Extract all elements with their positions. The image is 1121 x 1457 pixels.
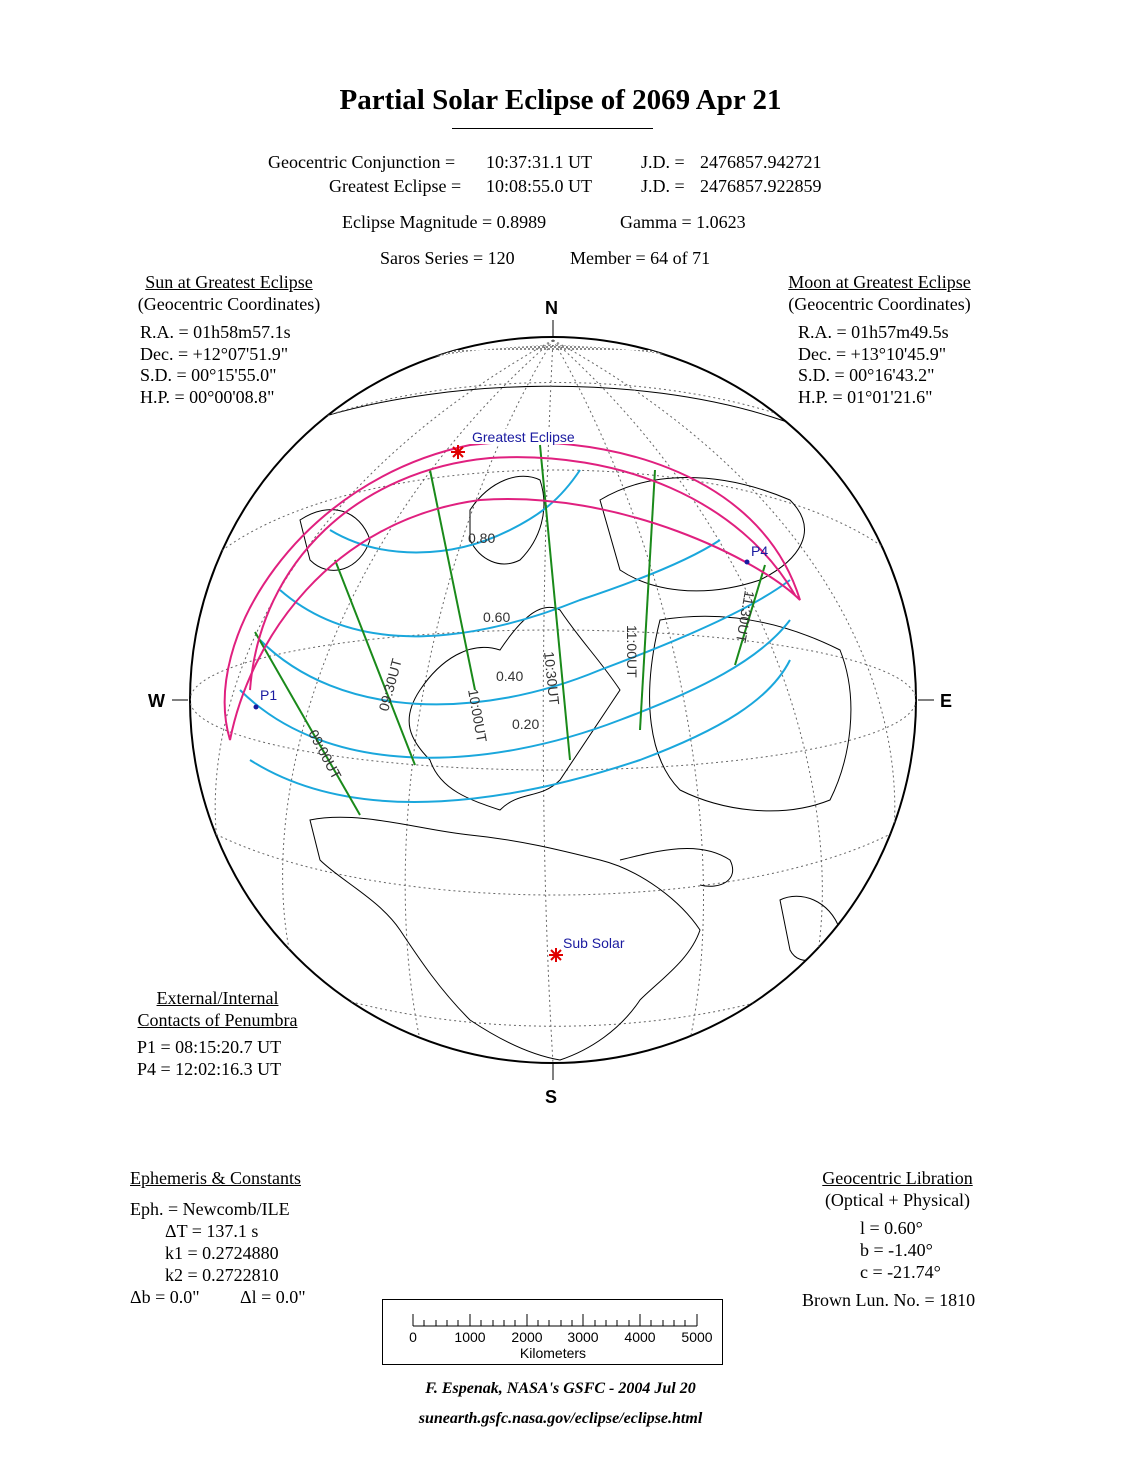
eclipse-magnitude: Eclipse Magnitude = 0.8989 [342, 212, 547, 232]
mag-label-080: 0.80 [468, 530, 496, 546]
sun-dec: Dec. = +12°07'51.9" [140, 343, 289, 364]
ephemeris-dl: Δl = 0.0" [240, 1287, 306, 1307]
scale-tick-2000: 2000 [511, 1329, 543, 1345]
p4-label: P4 [751, 543, 769, 559]
moon-hp: H.P. = 01°01'21.6" [798, 386, 933, 407]
ephemeris-k2: k2 = 0.2722810 [165, 1265, 279, 1285]
ephemeris-eph: Eph. = Newcomb/ILE [130, 1199, 290, 1219]
libration-title: Geocentric Libration [822, 1168, 973, 1188]
p1-label: P1 [260, 687, 278, 703]
sub-solar-marker [549, 948, 563, 962]
sun-hp: H.P. = 00°00'08.8" [140, 386, 275, 407]
p1-marker [254, 705, 259, 710]
scale-unit: Kilometers [519, 1345, 587, 1361]
moon-title: Moon at Greatest Eclipse [788, 272, 971, 292]
conjunction-time: 10:37:31.1 UT [486, 152, 592, 172]
time-label-0930: 09:30UT [375, 656, 405, 713]
conjunction-label: Geocentric Conjunction = [268, 152, 456, 172]
source-url: sunearth.gsfc.nasa.gov/eclipse/eclipse.html [418, 1410, 703, 1427]
ephemeris-db: Δb = 0.0" [130, 1287, 200, 1307]
greatest-eclipse-time: 10:08:55.0 UT [486, 176, 592, 196]
contact-p1: P1 = 08:15:20.7 UT [137, 1037, 282, 1057]
saros-series: Saros Series = 120 [380, 248, 515, 268]
greatest-eclipse-jd-label: J.D. = [641, 176, 685, 196]
scale-bar-labels [409, 1329, 713, 1361]
ephemeris-title: Ephemeris & Constants [130, 1168, 301, 1188]
time-label-0900: 09:00UT [305, 726, 345, 782]
greatest-eclipse-marker [451, 445, 465, 459]
moon-subtitle: (Geocentric Coordinates) [788, 293, 971, 314]
mag-label-020: 0.20 [512, 716, 540, 732]
sun-ra: R.A. = 01h58m57.1s [140, 322, 291, 342]
libration-b: b = -1.40° [860, 1240, 933, 1260]
sun-title: Sun at Greatest Eclipse [145, 272, 313, 292]
conjunction-jd-label: J.D. = [641, 152, 685, 172]
libration-c: c = -21.74° [860, 1262, 941, 1282]
moon-sd: S.D. = 00°16'43.2" [798, 365, 935, 385]
greatest-eclipse-jd: 2476857.922859 [700, 176, 822, 196]
p4-marker [745, 560, 750, 565]
credit: F. Espenak, NASA's GSFC - 2004 Jul 20 [425, 1380, 696, 1397]
sun-sd: S.D. = 00°15'55.0" [140, 365, 277, 385]
page-title: Partial Solar Eclipse of 2069 Apr 21 [339, 84, 782, 116]
sub-solar-label: Sub Solar [563, 935, 625, 951]
greatest-eclipse-label: Greatest Eclipse [472, 429, 575, 445]
conjunction-jd: 2476857.942721 [700, 152, 822, 172]
time-label-1030: 10:30UT [541, 650, 563, 706]
scale-tick-4000: 4000 [624, 1329, 656, 1345]
contacts-block [125, 988, 310, 1031]
mag-label-040: 0.40 [496, 668, 524, 684]
gamma: Gamma = 1.0623 [620, 212, 746, 232]
moon-dec: Dec. = +13°10'45.9" [798, 343, 947, 364]
scale-tick-1000: 1000 [454, 1329, 486, 1345]
moon-ra: R.A. = 01h57m49.5s [798, 322, 949, 342]
time-label-1100: 11:00UT [624, 625, 640, 678]
scale-tick-3000: 3000 [567, 1329, 599, 1345]
sun-subtitle: (Geocentric Coordinates) [137, 293, 321, 314]
ephemeris-dt: ΔT = 137.1 s [165, 1221, 259, 1241]
contacts-values [137, 1037, 281, 1080]
scale-bar-svg [383, 1300, 724, 1366]
mag-label-060: 0.60 [483, 609, 511, 625]
compass-e: E [940, 691, 953, 711]
time-label-1130: 11:30UT [732, 589, 758, 645]
compass-w: W [148, 691, 165, 711]
brown-lunation: Brown Lun. No. = 1810 [802, 1290, 976, 1310]
contacts-title-2: Contacts of Penumbra [137, 1009, 298, 1030]
compass-s: S [545, 1087, 558, 1107]
compass-n: N [545, 298, 558, 318]
scale-tick-5000: 5000 [681, 1329, 713, 1345]
libration-block [800, 1168, 995, 1211]
libration-subtitle: (Optical + Physical) [824, 1189, 971, 1210]
contacts-title-1: External/Internal [156, 988, 279, 1008]
scale-tick-0: 0 [409, 1329, 417, 1345]
libration-l: l = 0.60° [860, 1218, 923, 1238]
saros-member: Member = 64 of 71 [570, 248, 711, 268]
greatest-eclipse-label: Greatest Eclipse = [329, 176, 462, 196]
scale-bar-box [382, 1299, 723, 1365]
scale-bar-ticks [413, 1314, 697, 1326]
ephemeris-k1: k1 = 0.2724880 [165, 1243, 279, 1263]
time-label-1000: 10:00UT [465, 687, 491, 744]
contact-p4: P4 = 12:02:16.3 UT [137, 1058, 282, 1079]
